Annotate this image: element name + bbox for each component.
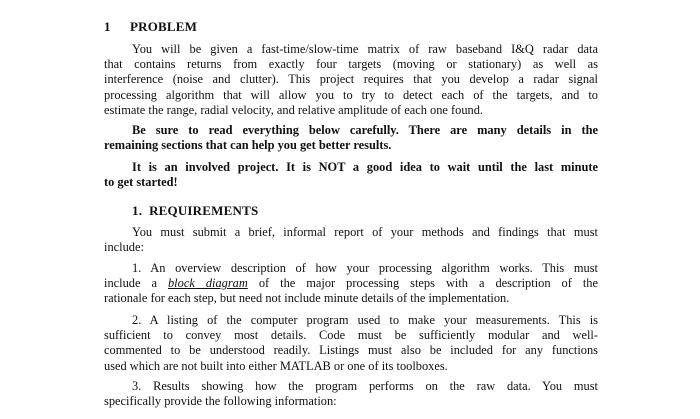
requirement-item-1	[104, 261, 598, 307]
section-heading-requirements	[132, 203, 258, 219]
text-line: You will be given a fast-time/slow-time matrix of raw baseband I&Q radar data	[132, 42, 598, 56]
section-title: REQUIREMENTS	[149, 203, 259, 218]
intro-paragraph	[104, 42, 598, 118]
section-heading-problem	[104, 19, 197, 35]
text-fragment: of the major processing steps with a description of the	[247, 276, 598, 291]
advice-paragraph	[104, 160, 598, 190]
section-number: 1	[104, 19, 111, 34]
text-line: 2. A listing of the computer program used to make your measurements. This is	[132, 313, 598, 327]
warning-paragraph	[104, 123, 598, 153]
text-line: specifically provide the following information:	[104, 394, 337, 409]
section-number: 1.	[132, 203, 143, 218]
text-fragment: include a	[104, 276, 168, 291]
text-line: You must submit a brief, informal report of your methods and findings that must	[132, 225, 598, 239]
section-title: PROBLEM	[130, 19, 198, 34]
text-line: remaining sections that can help you get better results.	[104, 138, 392, 153]
text-line: Be sure to read everything below carefully. There are many details in the	[132, 123, 598, 137]
block-diagram-term: block diagram	[167, 276, 248, 291]
requirement-item-2	[104, 313, 598, 374]
text-line: used which are not built into either MATLAB or one of its toolboxes.	[104, 358, 448, 373]
text-line: estimate the range, radial velocity, and relative amplitude of each one found.	[104, 102, 484, 117]
text-line: commented to be understood readily. Listings must also be included for any functions	[104, 343, 598, 358]
text-line: It is an involved project. It is NOT a good idea to wait until the last minute	[132, 160, 598, 174]
text-line: 3. Results showing how the program performs on the raw data. You must	[132, 379, 598, 393]
text-line	[104, 276, 598, 291]
text-line: 1. An overview description of how your processing algorithm works. This must	[132, 261, 598, 275]
text-line: to get started!	[104, 175, 178, 190]
requirements-intro	[104, 225, 598, 255]
text-line: rationale for each step, but need not include minute details of the implementation.	[104, 291, 510, 306]
text-line: sufficient to convey most details. Code must be sufficiently modular and well-	[104, 328, 598, 343]
text-line: that contains returns from exactly four targets (moving or stationary) as well as	[104, 57, 598, 72]
text-line: processing algorithm that will allow you to try to detect each of the targets, and to	[104, 87, 598, 102]
text-line: include:	[104, 240, 144, 255]
requirement-item-3	[104, 379, 598, 409]
text-line: interference (noise and clutter). This project requires that you develop a radar signal	[104, 72, 598, 87]
